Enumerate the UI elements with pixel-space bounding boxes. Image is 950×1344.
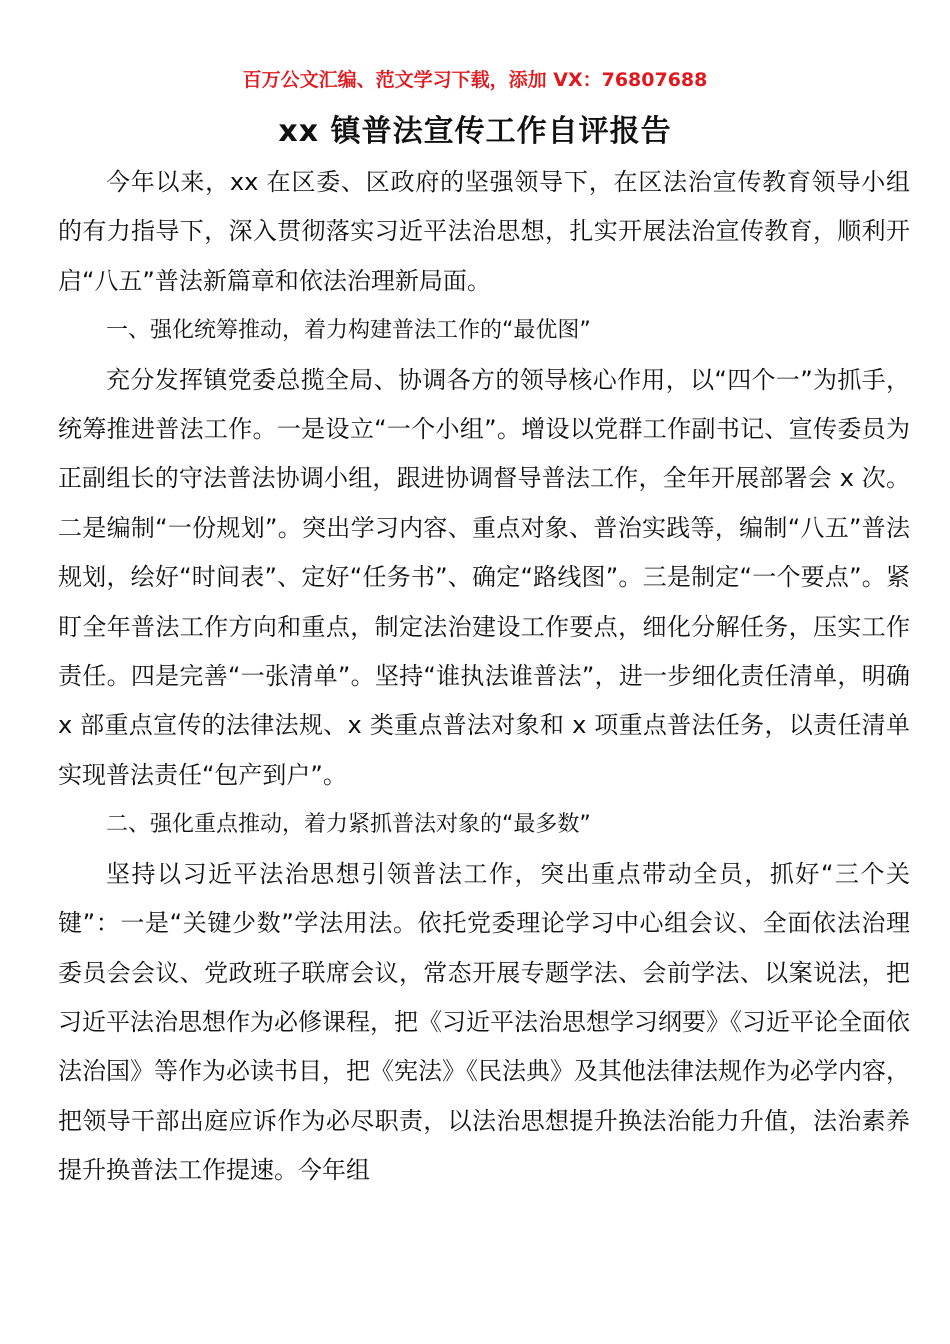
section-2-heading: 二、强化重点推动，着力紧抓普法对象的“最多数”: [106, 812, 591, 838]
intro-paragraph: 今年以来，xx 在区委、区政府的坚强领导下，在区法治宣传教育领导小组的有力指导下，深入贯彻落实习近平法治思想，扎实开展法治宣传教育，顺利开启“八五”普法新篇章和依法治理新局面。: [58, 168, 910, 295]
section-2-paragraph: 坚持以习近平法治思想引领普法工作，突出重点带动全员，抓好“三个关键”：一是“关键少数”学法用法。依托党委理论学习中心组会议、全面依法治理委员会会议、党政班子联席会议，常态开展专题学法、会前学法、以案说法，把习近平法治思想作为必修课程，把《习近平法治思想学习纲要》《习近平论全面依法治国》等作为必读书目，把《宪法》《民法典》及其他法律法规作为必学内容，把领导干部出庭应诉作为必尽职责，以法治思想提升换法治能力升值，法治素养提升换普法工作提速。今年组: [58, 859, 910, 1185]
header-banner: 百万公文汇编、范文学习下载，添加 VX：76807688: [242, 69, 708, 91]
page-title: xx 镇普法宣传工作自评报告: [278, 114, 672, 149]
section-1-heading: 一、强化统筹推动，着力构建普法工作的“最优图”: [106, 318, 591, 344]
document-body: [58, 158, 910, 1196]
section-1-paragraph: 充分发挥镇党委总揽全局、协调各方的领导核心作用，以“四个一”为抓手，统筹推进普法工作。一是设立“一个小组”。增设以党群工作副书记、宣传委员为正副组长的守法普法协调小组，跟进协调督导普法工作，全年开展部署会 x 次。二是编制“一份规划”。突出学习内容、重点对象、普治实践等，编制“八五”普法规划，绘好“时间表”、定好“任务书”、确定“路线图”。三是制定“一个要点”。紧盯全年普法工作方向和重点，制定法治建设工作要点，细化分解任务，压实工作责任。四是完善“一张清单”。坚持“谁执法谁普法”，进一步细化责任清单，明确 x 部重点宣传的法律法规、x 类重点普法对象和 x 项重点普法任务，以责任清单实现普法责任“包产到户”。: [58, 365, 910, 789]
